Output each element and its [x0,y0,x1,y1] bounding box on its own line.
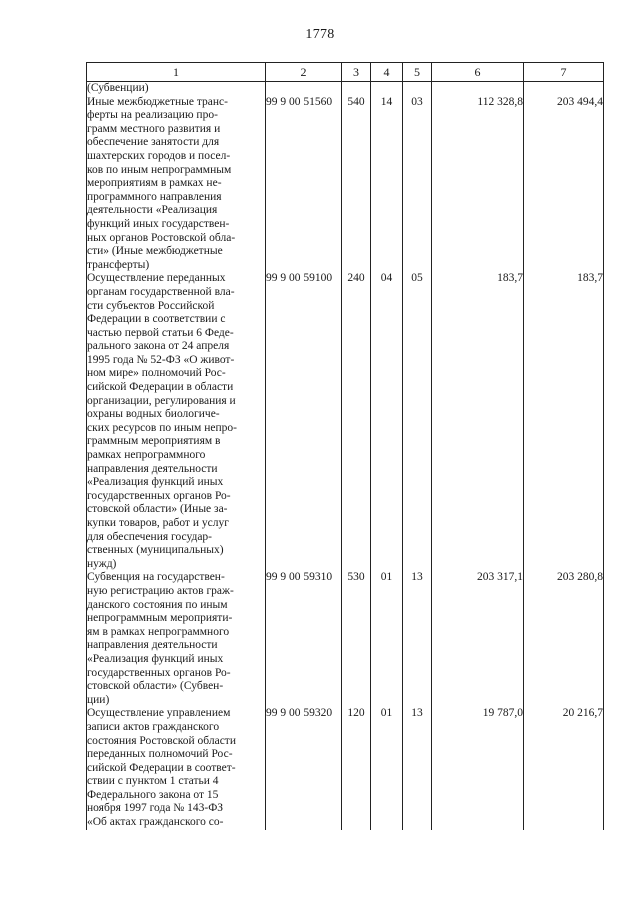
subsection-code [403,82,432,96]
description-line: стовской области» (Субвен- [87,680,224,693]
section-code: 14 [371,96,403,273]
amount-year-1 [432,82,524,96]
description-line: ферты на реализацию про- [87,109,218,122]
budget-code: 99 9 00 59100 [266,272,342,571]
description-line: сти субъектов Российской [87,299,215,312]
description-line: ции) [87,693,110,706]
expense-type-code: 540 [342,96,371,273]
description-line: ям в рамках непрограммного [87,625,230,638]
expense-type-code: 240 [342,272,371,571]
amount-year-2: 203 494,4 [524,96,604,273]
description-line: ноября 1997 года № 143-ФЗ [87,802,224,815]
page-number: 1778 [305,27,335,42]
description-line: нужд) [87,557,117,570]
column-header: 1 [87,63,266,82]
section-code: 04 [371,272,403,571]
amount-year-2: 183,7 [524,272,604,571]
description-line: сти» (Иные межбюджетные [87,245,223,258]
column-header: 5 [403,63,432,82]
description-line: «Реализация функций иных [87,476,224,489]
amount-year-1: 19 787,0 [432,707,524,829]
expense-type-code [342,82,371,96]
amount-year-1: 183,7 [432,272,524,571]
description-line: программного направления [87,190,222,203]
row-description [87,82,266,96]
column-header: 3 [342,63,371,82]
column-header: 4 [371,63,403,82]
description-line: «Об актах гражданского со- [87,816,224,829]
description-line: мероприятиям в рамках не- [87,177,222,190]
description-line: ных органов Ростовской обла- [87,231,236,244]
amount-year-2: 20 216,7 [524,707,604,829]
description-line: Осуществление переданных [87,272,226,285]
section-code: 01 [371,571,403,707]
description-line: грамм местного развития и [87,122,221,135]
row-description [87,272,266,571]
column-header: 6 [432,63,524,82]
subsection-code: 13 [403,571,432,707]
description-line: трансферты) [87,258,150,271]
column-header: 7 [524,63,604,82]
description-line: ских ресурсов по иным непро- [87,421,237,434]
budget-table [86,62,604,830]
column-header: 2 [266,63,342,82]
expense-type-code: 120 [342,707,371,829]
description-line: государственных органов Ро- [87,666,231,679]
subsection-code: 13 [403,707,432,829]
description-line: купки товаров, работ и услуг [87,517,229,529]
description-line: Осуществление управлением [87,707,231,720]
row-description [87,571,266,707]
description-line: Федерального закона от 15 [87,788,219,801]
table-row [87,272,604,571]
amount-year-1: 112 328,8 [432,96,524,273]
description-line: непрограммным мероприяти- [87,612,233,625]
section-code: 01 [371,707,403,829]
description-line: (Субвенции) [87,82,149,94]
table-row [87,707,604,829]
description-line: ном мире» полномочий Рос- [87,367,226,380]
description-line: сийской Федерации в области [87,381,234,394]
section-code [371,82,403,96]
row-description [87,707,266,829]
description-line: состояния Ростовской области [87,734,236,747]
table-body [87,82,604,830]
description-line: стовской области» (Иные за- [87,503,228,516]
description-line: организации, регулирования и [87,394,236,407]
table-row [87,571,604,707]
header-row [87,63,604,82]
table-row [87,96,604,273]
description-line: данского состояния по иным [87,598,228,611]
description-line: рального закона от 24 апреля [87,340,230,353]
amount-year-2 [524,82,604,96]
description-line: направления деятельности [87,462,218,475]
description-line: Федерации в соответствии с [87,313,226,326]
budget-code [266,82,342,96]
subsection-code: 05 [403,272,432,571]
description-line: ную регистрацию актов граж- [87,584,234,597]
description-line: направления деятельности [87,639,218,652]
budget-code: 99 9 00 51560 [266,96,342,273]
description-line: обеспечение занятости для [87,136,220,149]
description-line: частью первой статьи 6 Феде- [87,326,234,339]
description-line: охраны водных биологиче- [87,408,220,421]
description-line: сийской Федерации в соответ- [87,761,236,774]
amount-year-1: 203 317,1 [432,571,524,707]
expense-type-code: 530 [342,571,371,707]
description-line: записи актов гражданского [87,720,220,733]
table-row [87,82,604,96]
budget-code: 99 9 00 59310 [266,571,342,707]
description-line: государственных органов Ро- [87,489,231,502]
description-line: 1995 года № 52-ФЗ «О живот- [87,353,235,366]
description-line: рамках непрограммного [87,449,206,462]
description-line: переданных полномочий Рос- [87,748,233,761]
row-description [87,96,266,273]
budget-code: 99 9 00 59320 [266,707,342,829]
description-line: Иные межбюджетные транс- [87,95,228,108]
description-line: шахтерских городов и посел- [87,149,231,162]
description-line: ков по иным непрограммным [87,163,232,176]
description-line: для обеспечения государ- [87,530,213,543]
description-line: «Реализация функций иных [87,652,224,665]
description-line: органам государственной вла- [87,285,235,298]
description-line: ственных (муниципальных) [87,544,224,557]
amount-year-2: 203 280,8 [524,571,604,707]
description-line: деятельности «Реализация [87,204,218,217]
subsection-code: 03 [403,96,432,273]
description-line: ствии с пунктом 1 статьи 4 [87,775,219,788]
description-line: функций иных государствен- [87,217,230,230]
description-line: Субвенция на государствен- [87,571,225,584]
description-line: граммным мероприятиям в [87,435,221,448]
